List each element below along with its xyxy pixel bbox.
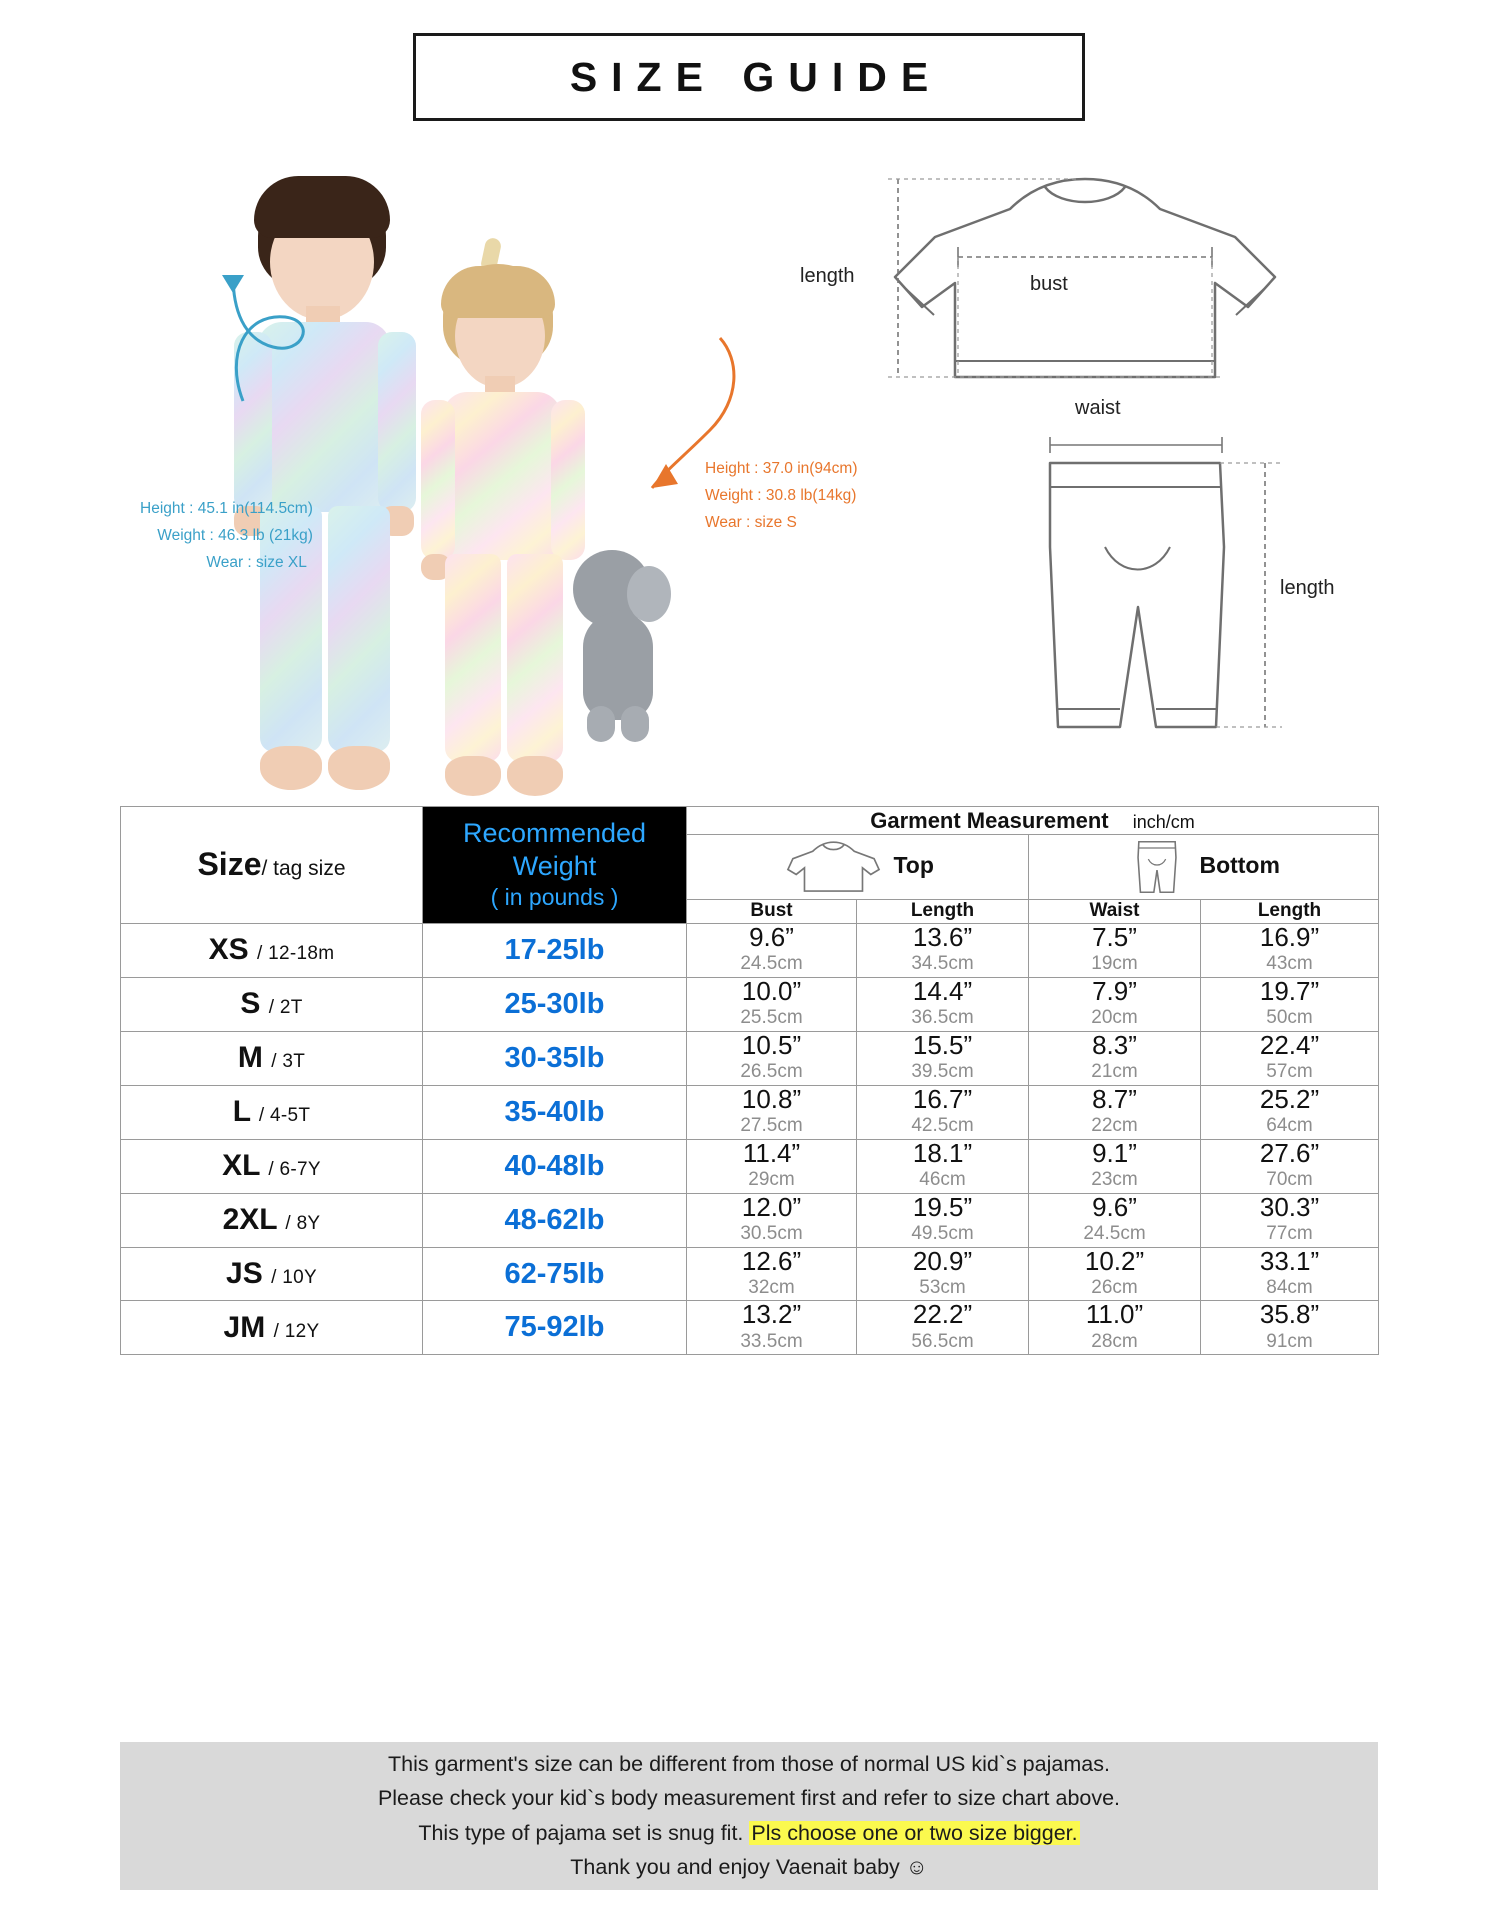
page-title-box <box>413 33 1085 121</box>
row-bust-in: 9.6” <box>749 921 794 952</box>
row-bust-in: 10.0” <box>741 975 802 1006</box>
row-top-length-cm: 49.5cm <box>911 1222 974 1244</box>
row-waist-in: 7.5” <box>1092 921 1137 952</box>
row-bust-cm: 33.5cm <box>740 1330 803 1352</box>
row-waist-cell <box>1029 923 1201 977</box>
row-top-length-in: 20.9” <box>912 1245 973 1276</box>
row-waist-in: 7.9” <box>1092 975 1137 1006</box>
row-top-length-cell <box>857 1193 1029 1247</box>
row-top-length-cell <box>857 1139 1029 1193</box>
row-size-tag: / 8Y <box>285 1213 321 1235</box>
row-bottom-length-cm: 57cm <box>1266 1061 1313 1083</box>
row-bottom-length-cell <box>1201 1139 1379 1193</box>
note-line-2: Please check your kid`s body measurement first and refer to size chart above. <box>377 1786 1121 1811</box>
row-bust-in: 12.6” <box>741 1245 802 1276</box>
header-top: Top <box>893 852 934 879</box>
row-size-tag: / 2T <box>268 997 303 1019</box>
row-size: XS <box>208 933 249 967</box>
row-bust-cell <box>687 1301 857 1355</box>
row-bust-cell <box>687 1193 857 1247</box>
row-bust-cm: 25.5cm <box>740 1007 803 1029</box>
row-top-length-in: 14.4” <box>912 975 973 1006</box>
table-header-row-1 <box>121 807 1379 835</box>
row-bust-cm: 29cm <box>748 1168 795 1190</box>
row-size: L <box>232 1095 251 1129</box>
row-bottom-length-cm: 70cm <box>1266 1168 1313 1190</box>
plush-elephant <box>565 550 685 750</box>
row-waist-cell <box>1029 1085 1201 1139</box>
row-size: M <box>237 1041 263 1075</box>
table-row <box>121 1139 1379 1193</box>
row-bottom-length-cell <box>1201 1247 1379 1301</box>
row-bottom-length-cm: 50cm <box>1266 1007 1313 1029</box>
row-waist-in: 9.6” <box>1092 1191 1137 1222</box>
row-bottom-length-cell <box>1201 1031 1379 1085</box>
page-title: SIZE GUIDE <box>569 53 943 100</box>
row-weight: 17-25lb <box>423 923 687 977</box>
header-bottom: Bottom <box>1199 852 1280 879</box>
row-weight: 62-75lb <box>423 1247 687 1301</box>
row-bust-cell <box>687 977 857 1031</box>
row-waist-in: 8.3” <box>1092 1029 1137 1060</box>
table-row <box>121 1301 1379 1355</box>
row-size-tag: / 12-18m <box>256 943 335 965</box>
row-top-length-cell <box>857 1247 1029 1301</box>
row-top-length-in: 22.2” <box>912 1299 973 1330</box>
note-line-4: Thank you and enjoy Vaenait baby ☺ <box>570 1854 928 1879</box>
row-waist-cell <box>1029 1139 1201 1193</box>
row-weight: 25-30lb <box>423 977 687 1031</box>
header-waist: Waist <box>1029 899 1201 923</box>
top-bust-label: bust <box>1030 273 1068 295</box>
row-bust-cell <box>687 1031 857 1085</box>
row-bottom-length-in: 35.8” <box>1259 1299 1320 1330</box>
top-length-label: length <box>800 265 855 287</box>
row-waist-in: 8.7” <box>1092 1083 1137 1114</box>
row-top-length-cell <box>857 977 1029 1031</box>
header-garment-measurement: Garment Measurement <box>870 807 1109 833</box>
row-waist-cell <box>1029 1031 1201 1085</box>
row-size-cell <box>121 977 423 1031</box>
table-row <box>121 1085 1379 1139</box>
header-size-cell <box>121 807 423 924</box>
header-bottom-length: Length <box>1201 899 1379 923</box>
row-bust-cell <box>687 1247 857 1301</box>
row-bottom-length-cell <box>1201 1085 1379 1139</box>
boy-annotation-arrow <box>125 215 325 405</box>
row-size-tag: / 6-7Y <box>268 1159 321 1181</box>
table-row <box>121 977 1379 1031</box>
top-garment-diagram <box>880 165 1300 395</box>
row-waist-cm: 23cm <box>1091 1168 1138 1190</box>
note-line-3-prefix: This type of pajama set is snug fit. <box>418 1820 750 1845</box>
row-bust-cell <box>687 923 857 977</box>
row-bust-cm: 32cm <box>748 1276 795 1298</box>
row-bottom-length-cm: 91cm <box>1266 1330 1313 1352</box>
row-top-length-in: 15.5” <box>912 1029 973 1060</box>
row-waist-cm: 28cm <box>1091 1330 1138 1352</box>
row-top-length-cm: 39.5cm <box>911 1061 974 1083</box>
row-bottom-length-in: 16.9” <box>1259 921 1320 952</box>
row-top-length-cm: 46cm <box>919 1168 966 1190</box>
bottom-waist-label: waist <box>1075 397 1121 419</box>
row-top-length-cell <box>857 923 1029 977</box>
row-top-length-cm: 36.5cm <box>911 1007 974 1029</box>
note-highlight: Pls choose one or two size bigger. <box>751 1820 1078 1845</box>
row-top-length-in: 16.7” <box>912 1083 973 1114</box>
row-waist-cm: 20cm <box>1091 1007 1138 1029</box>
girl-height: Height : 37.0 in(94cm) <box>705 460 858 477</box>
row-waist-cm: 19cm <box>1091 953 1138 975</box>
row-bottom-length-cm: 77cm <box>1266 1222 1313 1244</box>
row-bust-cm: 27.5cm <box>740 1115 803 1137</box>
row-bust-in: 10.8” <box>741 1083 802 1114</box>
row-waist-in: 10.2” <box>1084 1245 1145 1276</box>
row-weight: 75-92lb <box>423 1301 687 1355</box>
row-top-length-in: 18.1” <box>912 1137 973 1168</box>
row-weight: 30-35lb <box>423 1031 687 1085</box>
bottom-garment-diagram <box>1010 427 1310 757</box>
header-rec-weight-line1: Recommended <box>462 818 647 848</box>
header-size-tag: / tag size <box>261 857 346 881</box>
row-waist-cell <box>1029 977 1201 1031</box>
row-size-cell <box>121 1085 423 1139</box>
row-waist-cell <box>1029 1247 1201 1301</box>
row-size-tag: / 4-5T <box>258 1105 311 1127</box>
row-size: JM <box>223 1310 266 1344</box>
row-size-tag: / 10Y <box>271 1267 317 1289</box>
header-rec-weight-line2: Weight <box>512 850 597 881</box>
row-bust-cell <box>687 1139 857 1193</box>
row-size-cell <box>121 1031 423 1085</box>
row-waist-cm: 24.5cm <box>1083 1222 1146 1244</box>
row-bust-in: 11.4” <box>742 1137 801 1168</box>
row-bust-in: 12.0” <box>741 1191 802 1222</box>
row-bust-cm: 24.5cm <box>740 953 803 975</box>
row-size-cell <box>121 1193 423 1247</box>
row-bust-in: 10.5” <box>741 1029 802 1060</box>
row-size: XL <box>222 1149 260 1183</box>
row-bottom-length-in: 30.3” <box>1259 1191 1320 1222</box>
row-size-cell <box>121 1139 423 1193</box>
size-chart-table <box>120 806 1379 1355</box>
row-waist-cell <box>1029 1193 1201 1247</box>
row-bottom-length-in: 33.1” <box>1259 1245 1320 1276</box>
row-bottom-length-in: 25.2” <box>1259 1083 1320 1114</box>
header-recommended-weight-cell <box>423 807 687 924</box>
row-top-length-cell <box>857 1085 1029 1139</box>
note-line-1: This garment's size can be different from those of normal US kid`s pajamas. <box>388 1752 1110 1777</box>
row-waist-cm: 22cm <box>1091 1115 1138 1137</box>
row-size: 2XL <box>222 1203 278 1237</box>
row-bottom-length-cell <box>1201 977 1379 1031</box>
row-bottom-length-cell <box>1201 1301 1379 1355</box>
row-top-length-cm: 53cm <box>919 1276 966 1298</box>
table-row <box>121 1031 1379 1085</box>
row-waist-in: 9.1” <box>1092 1137 1137 1168</box>
row-top-length-in: 13.6” <box>912 921 973 952</box>
bottom-icon <box>1127 837 1187 897</box>
row-weight: 35-40lb <box>423 1085 687 1139</box>
row-bust-cm: 30.5cm <box>740 1222 803 1244</box>
row-top-length-cm: 56.5cm <box>911 1330 974 1352</box>
row-bottom-length-cm: 43cm <box>1266 953 1313 975</box>
girl-weight: Weight : 30.8 lb(14kg) <box>705 487 857 505</box>
row-bottom-length-in: 22.4” <box>1259 1029 1320 1060</box>
row-bottom-length-in: 19.7” <box>1259 975 1320 1006</box>
row-bust-cell <box>687 1085 857 1139</box>
row-bust-cm: 26.5cm <box>740 1061 803 1083</box>
row-waist-in: 11.0” <box>1085 1299 1144 1330</box>
row-bottom-length-cm: 84cm <box>1266 1276 1313 1298</box>
row-bottom-length-cell <box>1201 923 1379 977</box>
row-size-tag: / 3T <box>271 1051 306 1073</box>
bottom-length-label: length <box>1280 577 1335 599</box>
header-garment-measurement-cell <box>687 807 1379 835</box>
boy-weight: Weight : 46.3 lb (21kg) <box>157 527 313 545</box>
header-top-cell <box>687 835 1029 899</box>
header-unit: inch/cm <box>1132 811 1195 832</box>
row-top-length-cm: 34.5cm <box>911 953 974 975</box>
boy-annotation <box>140 495 313 576</box>
row-size: S <box>240 987 261 1021</box>
row-size: JS <box>226 1257 263 1291</box>
row-size-cell <box>121 1247 423 1301</box>
header-top-length: Length <box>857 899 1029 923</box>
row-bottom-length-in: 27.6” <box>1259 1137 1320 1168</box>
row-bust-in: 13.2” <box>741 1299 802 1330</box>
row-weight: 40-48lb <box>423 1139 687 1193</box>
header-size: Size <box>197 846 262 883</box>
row-weight: 48-62lb <box>423 1193 687 1247</box>
garment-diagrams <box>800 165 1380 805</box>
footer-note <box>120 1742 1378 1890</box>
row-size-tag: / 12Y <box>273 1320 320 1342</box>
note-line-3 <box>418 1818 1079 1849</box>
row-waist-cm: 21cm <box>1091 1061 1138 1083</box>
table-row <box>121 1247 1379 1301</box>
row-bottom-length-cm: 64cm <box>1266 1115 1313 1137</box>
header-bust: Bust <box>687 899 857 923</box>
boy-wear: Wear : size XL <box>206 554 307 572</box>
table-row <box>121 923 1379 977</box>
table-row <box>121 1193 1379 1247</box>
row-size-cell <box>121 923 423 977</box>
row-bottom-length-cell <box>1201 1193 1379 1247</box>
model-girl <box>405 260 605 800</box>
row-top-length-in: 19.5” <box>912 1191 973 1222</box>
row-size-cell <box>121 1301 423 1355</box>
top-icon <box>781 838 881 896</box>
row-top-length-cm: 42.5cm <box>911 1115 974 1137</box>
header-rec-weight-line3: ( in pounds ) <box>490 883 619 910</box>
boy-height: Height : 45.1 in(114.5cm) <box>140 500 313 517</box>
header-bottom-cell <box>1029 835 1379 899</box>
row-top-length-cell <box>857 1301 1029 1355</box>
girl-annotation <box>705 455 858 536</box>
row-waist-cell <box>1029 1301 1201 1355</box>
row-waist-cm: 26cm <box>1091 1276 1138 1298</box>
row-top-length-cell <box>857 1031 1029 1085</box>
girl-wear: Wear : size S <box>705 514 797 532</box>
